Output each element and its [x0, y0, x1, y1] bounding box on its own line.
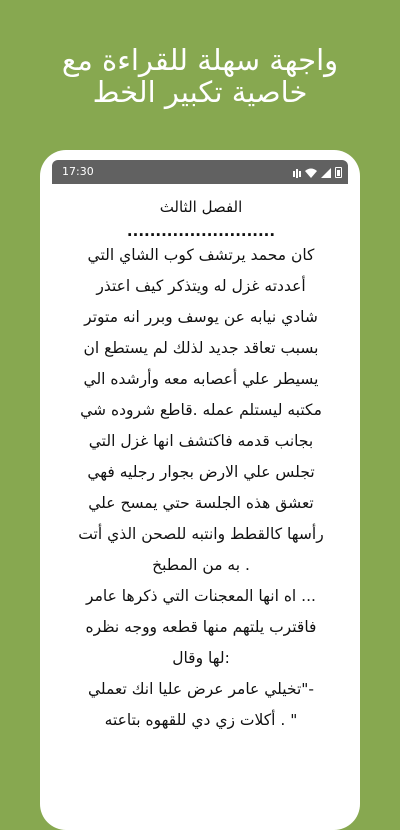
story-line: فاقترب يلتهم منها قطعه ووجه نظره — [85, 618, 317, 636]
status-time: 17:30 — [62, 165, 94, 178]
story-line: أعددته غزل له ويتذكر كيف اعتذر — [96, 277, 306, 295]
phone-frame — [40, 150, 360, 830]
headline-line-2: خاصية تكبير الخط — [92, 75, 308, 109]
headline-line-1: واجهة سهلة للقراءة مع — [61, 43, 339, 77]
story-line: . به من المطبخ — [152, 556, 250, 574]
battery-icon — [335, 167, 342, 178]
story-line: تعشق هذه الجلسة حتي يمسح علي — [88, 494, 314, 512]
story-line: ... اه انها المعجنات التي ذكرها عامر — [86, 587, 316, 605]
story-line: بسبب تعاقد جديد لذلك لم يستطع ان — [83, 339, 319, 357]
promo-headline — [0, 44, 400, 108]
story-line: شادي نيابه عن يوسف وبرر انه متوتر — [84, 308, 318, 326]
vibrate-icon — [293, 169, 301, 178]
story-line: -"تخيلي عامر عرض عليا انك تعملي — [87, 680, 315, 698]
story-line: رأسها كالقطط وانتبه للصحن الذي أتت — [78, 525, 324, 543]
status-icons — [293, 166, 342, 178]
wifi-icon — [305, 168, 317, 178]
reader-content[interactable] — [58, 192, 344, 736]
story-text — [58, 240, 344, 736]
chapter-separator: .......................... — [126, 222, 276, 240]
story-line: " . أكلات زي دي للقهوه بتاعته — [104, 711, 298, 729]
status-bar — [52, 160, 348, 184]
story-line: كان محمد يرتشف كوب الشاي التي — [87, 246, 315, 264]
story-line: يسيطر علي أعصابه معه وأرشده الي — [83, 370, 319, 388]
story-line: بجانب قدمه فاكتشف انها غزل التي — [88, 432, 314, 450]
story-line: :لها وقال — [172, 649, 230, 667]
story-line: مكتبه ليستلم عمله .قاطع شروده شي — [80, 401, 322, 419]
chapter-title: الفصل الثالث — [159, 198, 243, 216]
story-line: تجلس علي الارض بجوار رجليه فهي — [87, 463, 315, 481]
signal-icon — [321, 168, 331, 178]
